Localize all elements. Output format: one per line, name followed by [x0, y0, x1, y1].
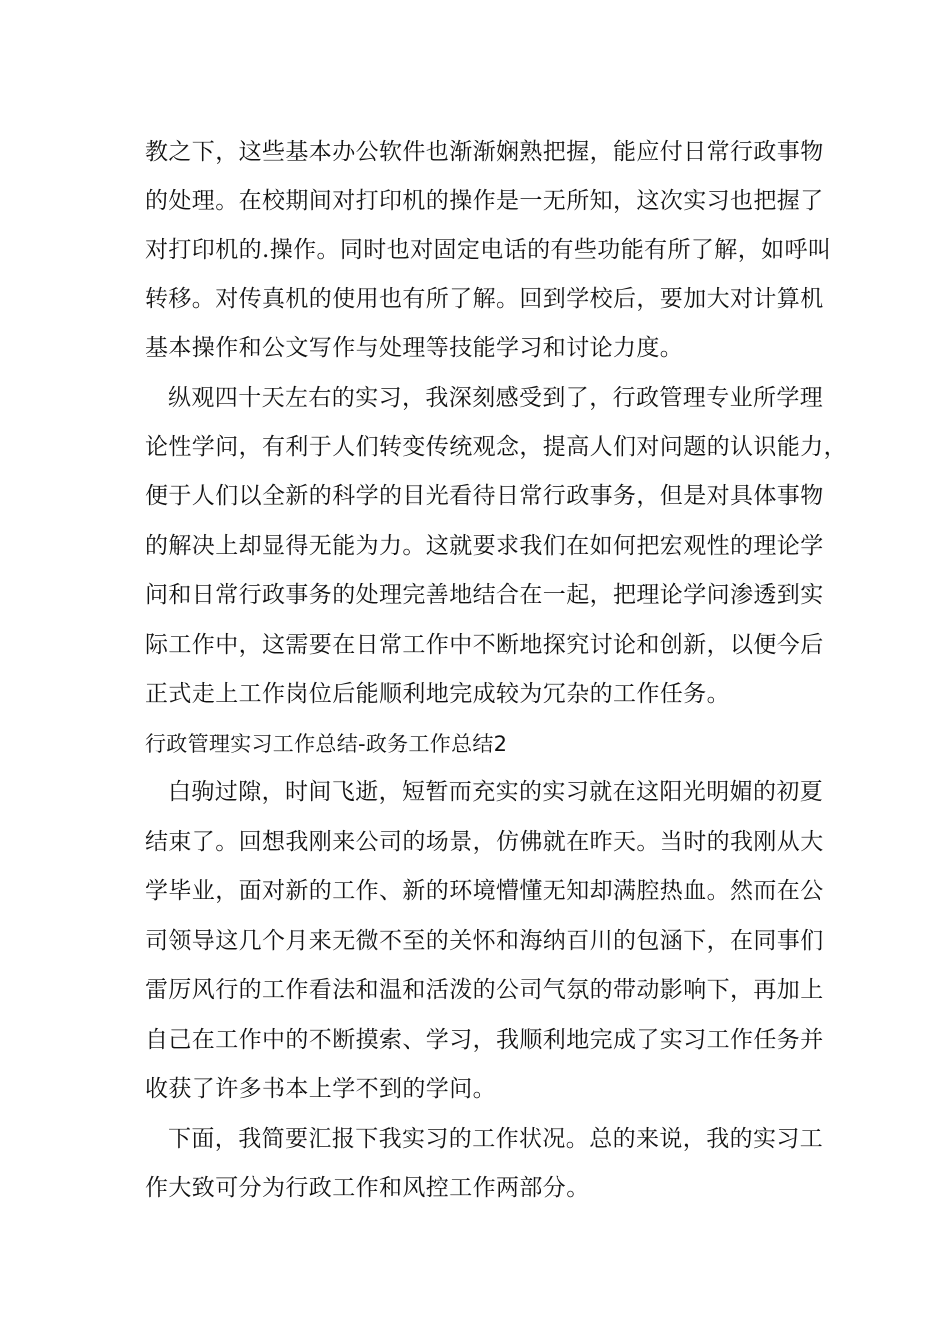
paragraph-line: 白驹过隙，时间飞逝，短暂而充实的实习就在这阳光明媚的初夏 — [168, 779, 824, 805]
paragraph-line: 问和日常行政事务的处理完善地结合在一起，把理论学问渗透到实 — [145, 582, 824, 608]
paragraph-line: 的处理。在校期间对打印机的操作是一无所知，这次实习也把握了 — [145, 188, 824, 214]
paragraph-line: 雷厉风行的工作看法和温和活泼的公司气氛的带动影响下，再加上 — [145, 977, 824, 1003]
paragraph-line: 基本操作和公文写作与处理等技能学习和讨论力度。 — [145, 335, 684, 361]
paragraph-line: 结束了。回想我刚来公司的场景，仿佛就在昨天。当时的我刚从大 — [145, 829, 824, 855]
paragraph-line: 下面，我简要汇报下我实习的工作状况。总的来说，我的实习工 — [168, 1126, 824, 1152]
paragraph-line: 转移。对传真机的使用也有所了解。回到学校后，要加大对计算机 — [145, 286, 824, 312]
paragraph-line: 自己在工作中的不断摸索、学习，我顺利地完成了实习工作任务并 — [145, 1027, 824, 1053]
section-heading: 行政管理实习工作总结-政务工作总结2 — [145, 732, 508, 756]
paragraph-line: 对打印机的.操作。同时也对固定电话的有些功能有所了解，如呼叫 — [145, 237, 832, 263]
paragraph-line: 的解决上却显得无能为力。这就要求我们在如何把宏观性的理论学 — [145, 533, 824, 559]
paragraph-line: 学毕业，面对新的工作、新的环境懵懂无知却满腔热血。然而在公 — [145, 878, 824, 904]
paragraph-line: 论性学问，有利于人们转变传统观念，提高人们对问题的认识能力， — [145, 434, 847, 460]
paragraph-line: 纵观四十天左右的实习，我深刻感受到了，行政管理专业所学理 — [168, 385, 824, 411]
paragraph-line: 正式走上工作岗位后能顺利地完成较为冗杂的工作任务。 — [145, 681, 730, 707]
paragraph-line: 收获了许多书本上学不到的学问。 — [145, 1076, 496, 1102]
paragraph-line: 司领导这几个月来无微不至的关怀和海纳百川的包涵下，在同事们 — [145, 928, 824, 954]
paragraph-line: 便于人们以全新的科学的目光看待日常行政事务，但是对具体事物 — [145, 483, 824, 509]
paragraph-line: 作大致可分为行政工作和风控工作两部分。 — [145, 1175, 590, 1201]
paragraph-line: 教之下，这些基本办公软件也渐渐娴熟把握，能应付日常行政事物 — [145, 139, 824, 165]
paragraph-line: 际工作中，这需要在日常工作中不断地探究讨论和创新，以便今后 — [145, 632, 824, 658]
